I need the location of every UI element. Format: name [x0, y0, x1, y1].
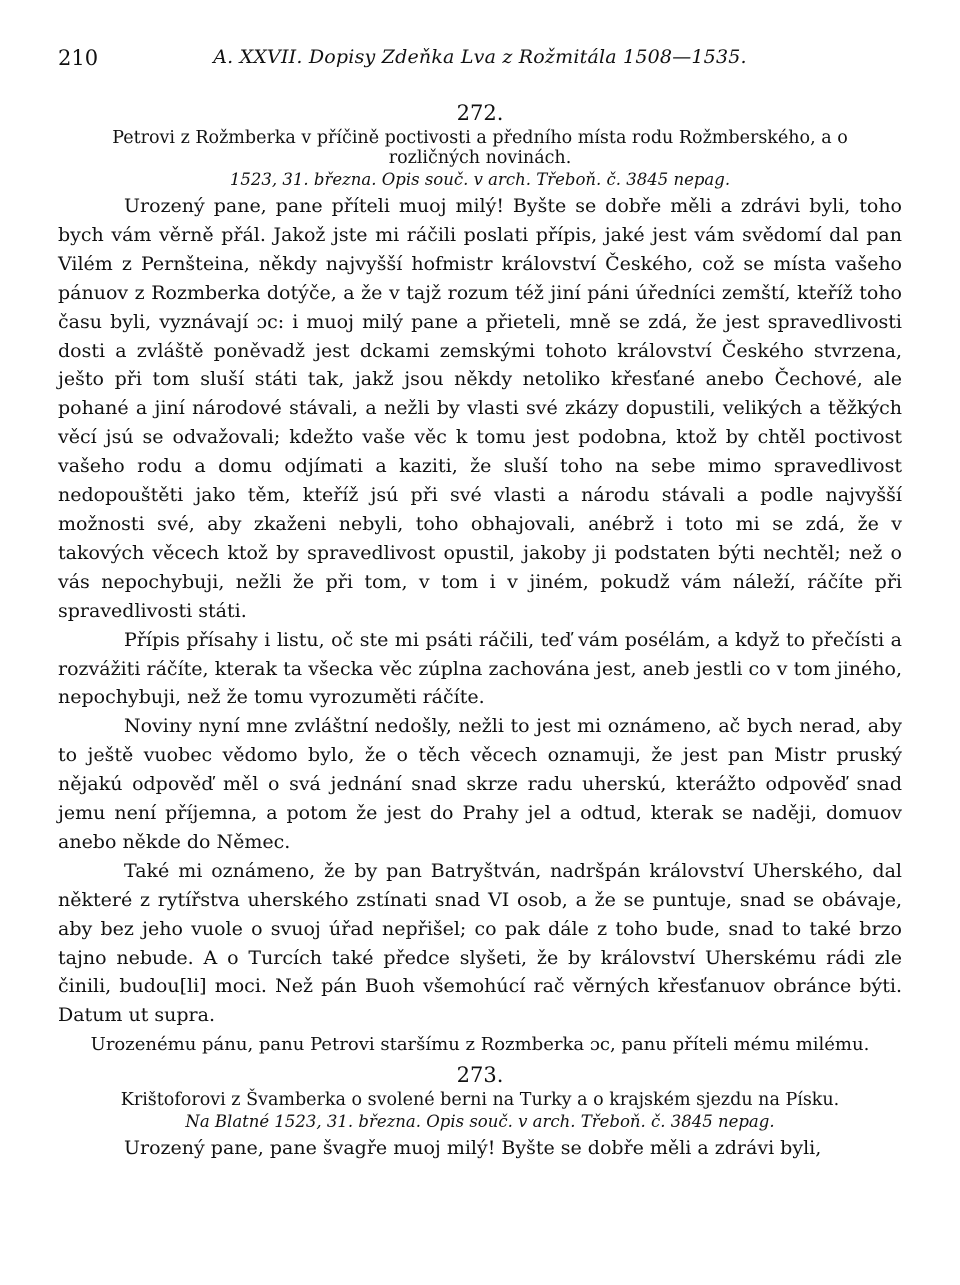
letter-paragraph: Urozený pane, pane švagře muoj milý! Byšte se dobře měli a zdrávi byli,	[124, 1137, 822, 1160]
letter-number: 272.	[456, 101, 504, 125]
letter-dateline: 1523, 31. března. Opis souč. v arch. Třeboň. č. 3845 nepag.	[229, 170, 731, 189]
page-body	[58, 98, 902, 1163]
letter-272	[58, 98, 902, 1060]
letter-paragraph: Také mi oznámeno, že by pan Batryštván, nadršpán království Uherského, dal některé z rytířstva uherského zstínati snad VI osob, a že se puntuje, snad se obávaje, aby bez jeho vuole o svuoj úřad nepřišel; co pak dále z toho bude, snad to také brzo tajno nebude. A o Turcích také předce slyšeti, že by království Uherskému rádi zle činili, budou[li] moci. Než pán Buoh všemohúcí rač věrných křesťanuov obránce býti. Datum ut supra.	[58, 859, 902, 1027]
letter-273	[58, 1060, 902, 1163]
page-header	[58, 46, 902, 78]
letter-paragraph: Urozený pane, pane příteli muoj milý! Byšte se dobře měli a zdrávi byli, toho bych vám věrně přál. Jakož jste mi ráčili poslati přípis, jaké jest vám svědomí dal pan Vilém z Pernšteina, někdy najvyšší hofmistr království Českého, což se místa vašeho pánuov z Rozmberka dotýče, a že v tajž rozum též jiní páni úředníci zemští, kteříž toho času byli, vyznávají ɔc: i muoj milý pane a přieteli, mně se zdá, že jest spravedlivosti dosti a zvláště poněvadž jest dckami zemskými tohoto království Českého stvrzena, ješto při tom sluší státi tak, jakž jsou někdy netoliko křesťané anebo Čechové, ale pohané a jiní národové stávali, a nežli by vlasti své zkázy dopustili, velikých a těžkých věcí jsú se odvažovali; kdežto vaše věc k tomu jest podobna, ktož by chtěl poctivost vašeho rodu a domu odjímati a kaziti, že sluší toho na sebe mimo spravedlivost nedopouštěti jako těm, kteříž jsú při své vlasti a národu stávali a podle najvyšší možnosti své, aby zkaženi nebyli, toho obhajovali, anébrž i toto mi se zdá, že v takových věcech ktož by spravedlivost opustil, jakoby ji podstaten býti nechtěl; než o vás nepochybuji, nežli že při tom, v tom i v jiném, pokudž vám náleží, ráčíte při spravedlivosti státi.	[58, 195, 902, 622]
letter-address: Urozenému pánu, panu Petrovi staršímu z Rozmberka ɔc, panu příteli mému milému.	[90, 1034, 870, 1056]
letter-dateline: Na Blatné 1523, 31. března. Opis souč. v arch. Třeboň. č. 3845 nepag.	[185, 1112, 775, 1132]
letter-paragraph: Noviny nyní mne zvláštní nedošly, nežli to jest mi oznámeno, ač bych nerad, aby to ještě vuobec vědomo bylo, že o těch věcech oznamuji, že jest pan Mistr pruský nějakú odpověď měl o svá jednání snad skrze radu uherskú, kterážto odpověď snad jemu není příjemna, a potom že jest do Prahy jel a odtud, kterak se naději, domuov anebo někde do Němec.	[58, 715, 902, 853]
letter-headline: Krištoforovi z Švamberka o svolené berni na Turky a o krajském sjezdu na Písku.	[120, 1090, 840, 1111]
letter-number: 273.	[456, 1063, 504, 1088]
running-title: A. XXVII. Dopisy Zdeňka Lva z Rožmitála 1508—1535.	[213, 46, 747, 68]
page-number: 210	[58, 46, 99, 70]
letter-headline: Petrovi z Rožmberka v příčině poctivosti a předního místa rodu Rožmberského, a o rozličných novinách.	[112, 128, 848, 168]
letter-paragraph: Přípis přísahy i listu, oč ste mi psáti ráčili, teď vám posélám, a když to přečísti a rozvážiti ráčíte, kterak ta všecka věc zúplna zachována jest, aneb jestli co v tom jiného, nepochybuji, než že tomu vyrozuměti ráčíte.	[58, 628, 902, 709]
